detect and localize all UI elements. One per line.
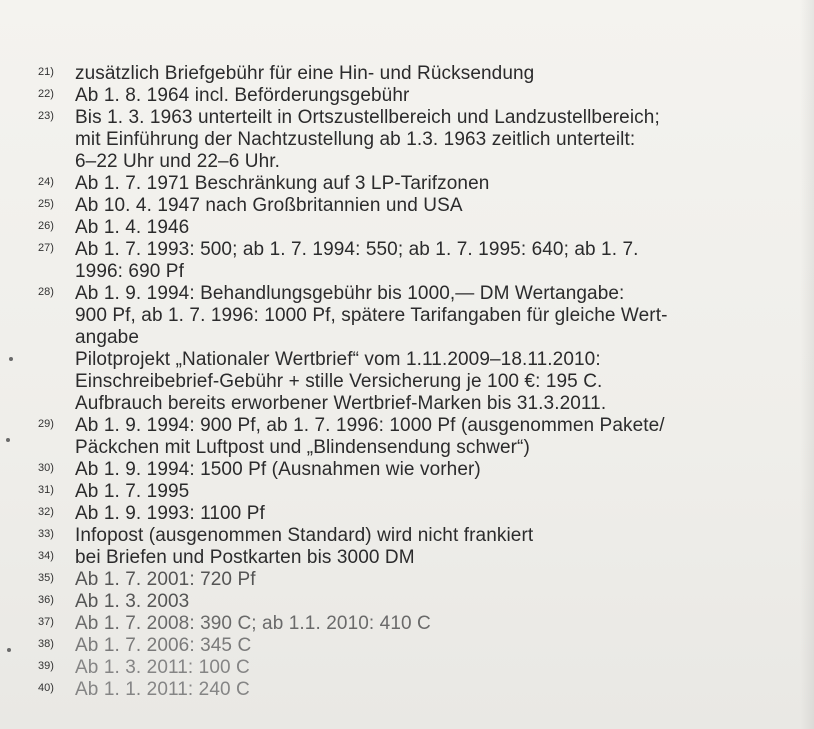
footnote-line: Ab 1. 9. 1994: Behandlungsgebühr bis 1000,— DM Wertangabe: xyxy=(75,283,625,304)
footnote-text xyxy=(75,591,189,613)
footnote-line: Ab 1. 7. 1995 xyxy=(75,481,190,502)
footnote-text xyxy=(75,85,409,107)
footnote-line: Ab 1. 9. 1994: 900 Pf, ab 1. 7. 1996: 1000 Pf (ausgenommen Pakete/ xyxy=(75,415,665,436)
footnote-text xyxy=(75,481,189,503)
footnote-text xyxy=(75,195,463,217)
margin-mark xyxy=(6,438,10,442)
footnote-line: Ab 1. 7. 1993: 500; ab 1. 7. 1994: 550; ab 1. 7. 1995: 640; ab 1. 7. xyxy=(75,239,639,260)
footnote-number: 34) xyxy=(38,550,54,562)
footnote-34 xyxy=(38,547,798,569)
footnote-list xyxy=(38,63,798,701)
footnote-text xyxy=(75,657,250,679)
footnote-31 xyxy=(38,481,798,503)
footnote-text xyxy=(75,635,251,657)
footnote-text xyxy=(75,239,639,283)
footnote-text xyxy=(75,679,250,701)
footnote-line: Pilotprojekt „Nationaler Wertbrief“ vom 1.11.2009–18.11.2010: xyxy=(75,349,601,370)
footnote-36 xyxy=(38,591,798,613)
footnote-line: bei Briefen und Postkarten bis 3000 DM xyxy=(75,547,415,568)
footnote-38 xyxy=(38,635,798,657)
footnote-text xyxy=(75,547,415,569)
footnote-line: Infopost (ausgenommen Standard) wird nicht frankiert xyxy=(75,525,534,546)
footnote-number: 33) xyxy=(38,528,54,540)
footnote-text xyxy=(75,107,660,173)
footnote-number: 26) xyxy=(38,220,54,232)
margin-mark xyxy=(7,648,11,652)
margin-mark xyxy=(9,357,13,361)
footnote-number: 36) xyxy=(38,594,54,606)
footnote-line: Ab 1. 4. 1946 xyxy=(75,217,190,238)
footnote-line: Ab 1. 7. 2001: 720 Pf xyxy=(75,569,256,590)
footnote-text xyxy=(75,459,481,481)
footnote-number: 22) xyxy=(38,88,54,100)
footnote-39 xyxy=(38,657,798,679)
footnote-text xyxy=(75,63,534,85)
footnote-line: Bis 1. 3. 1963 unterteilt in Ortszustellbereich und Landzustellbereich; xyxy=(75,107,660,128)
footnote-text xyxy=(75,613,431,635)
footnote-number: 24) xyxy=(38,176,54,188)
footnote-23 xyxy=(38,107,798,173)
footnote-number: 35) xyxy=(38,572,54,584)
footnote-22 xyxy=(38,85,798,107)
footnote-line: Ab 1. 7. 2006: 345 C xyxy=(75,635,252,656)
footnote-line: 1996: 690 Pf xyxy=(75,261,184,282)
footnote-number: 29) xyxy=(38,418,54,430)
footnote-text xyxy=(75,569,256,591)
footnote-line: angabe xyxy=(75,327,140,348)
footnote-33 xyxy=(38,525,798,547)
footnote-line: Ab 1. 9. 1994: 1500 Pf (Ausnahmen wie vorher) xyxy=(75,459,481,480)
footnote-24 xyxy=(38,173,798,195)
footnote-number: 38) xyxy=(38,638,54,650)
footnote-line: Aufbrauch bereits erworbener Wertbrief-Marken bis 31.3.2011. xyxy=(75,393,607,414)
footnote-line: Ab 1. 7. 2008: 390 C; ab 1.1. 2010: 410 C xyxy=(75,613,431,634)
footnote-number: 37) xyxy=(38,616,54,628)
footnote-37 xyxy=(38,613,798,635)
footnote-text xyxy=(75,503,265,525)
footnote-line: Ab 10. 4. 1947 nach Großbritannien und USA xyxy=(75,195,463,216)
footnote-number: 40) xyxy=(38,682,54,694)
footnote-number: 30) xyxy=(38,462,54,474)
footnote-number: 28) xyxy=(38,286,54,298)
footnote-40 xyxy=(38,679,798,701)
footnote-line: Päckchen mit Luftpost und „Blindensendung schwer“) xyxy=(75,437,530,458)
footnote-25 xyxy=(38,195,798,217)
footnote-line: Ab 1. 3. 2011: 100 C xyxy=(75,657,250,678)
footnote-30 xyxy=(38,459,798,481)
footnote-text xyxy=(75,283,668,415)
footnote-text xyxy=(75,525,533,547)
footnote-29 xyxy=(38,415,798,459)
footnote-26 xyxy=(38,217,798,239)
footnote-line: Einschreibebrief-Gebühr + stille Versicherung je 100 €: 195 C. xyxy=(75,371,603,392)
footnote-number: 32) xyxy=(38,506,54,518)
footnote-line: Ab 1. 1. 2011: 240 C xyxy=(75,679,250,700)
footnote-line: Ab 1. 9. 1993: 1100 Pf xyxy=(75,503,265,524)
footnote-line: Ab 1. 7. 1971 Beschränkung auf 3 LP-Tarifzonen xyxy=(75,173,490,194)
footnote-number: 27) xyxy=(38,242,54,254)
footnote-line: 6–22 Uhr und 22–6 Uhr. xyxy=(75,151,281,172)
footnote-32 xyxy=(38,503,798,525)
footnote-text xyxy=(75,217,189,239)
footnote-number: 39) xyxy=(38,660,54,672)
footnote-number: 25) xyxy=(38,198,54,210)
footnote-line: zusätzlich Briefgebühr für eine Hin- und Rücksendung xyxy=(75,63,535,84)
footnote-text xyxy=(75,415,665,459)
footnote-number: 31) xyxy=(38,484,54,496)
footnote-line: mit Einführung der Nachtzustellung ab 1.3. 1963 zeitlich unterteilt: xyxy=(75,129,636,150)
footnote-line: 900 Pf, ab 1. 7. 1996: 1000 Pf, spätere Tarifangaben für gleiche Wert- xyxy=(75,305,668,326)
footnote-number: 21) xyxy=(38,66,54,78)
footnote-27 xyxy=(38,239,798,283)
footnote-number: 23) xyxy=(38,110,54,122)
footnote-line: Ab 1. 8. 1964 incl. Beförderungsgebühr xyxy=(75,85,410,106)
footnote-text xyxy=(75,173,489,195)
footnote-28 xyxy=(38,283,798,415)
footnote-35 xyxy=(38,569,798,591)
footnote-line: Ab 1. 3. 2003 xyxy=(75,591,190,612)
footnote-21 xyxy=(38,63,798,85)
